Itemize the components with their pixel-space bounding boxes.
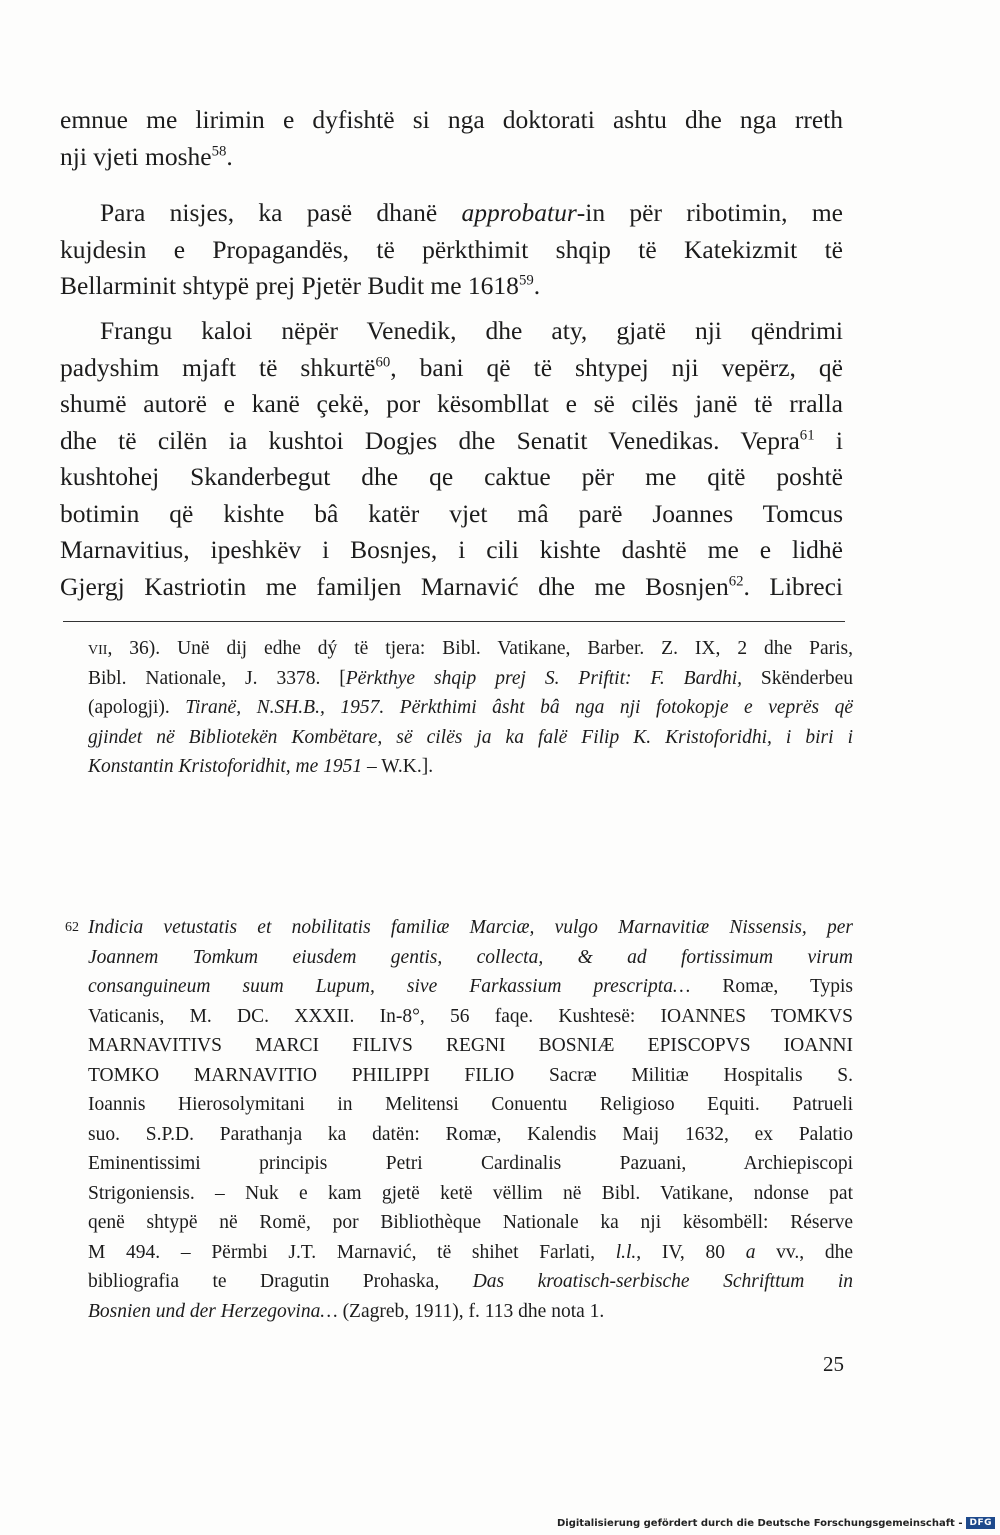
footnote-divider [63,621,845,622]
footnote-line: (apologji). Tiranë, N.SH.B., 1957. Përkthimi âsht bâ nga nji fotokopje e veprës që [88,697,853,718]
text-line: kushtohej Skanderbegut dhe qe caktue për me qitë poshtë [60,462,843,491]
footnote-line: gjindet në Bibliotekën Kombëtare, së cilës ja ka falë Filip K. Kristoforidhi, i biri i [88,726,853,748]
text-line: dhe të cilën ia kushtoi Dogjes dhe Senatit Venedikas. Vepra$^{61}$ i [60,425,843,455]
text-line: botimin që kishte bâ katër vjet mâ parë Joannes Tomcus [60,498,843,528]
footnote-line: Bibl. Nationale, J. 3378. [Përkthye shqip prej S. Priftit: F. Bardhi, Skënderbeu [88,667,853,689]
footnote-line: Konstantin Kristoforidhit, me 1951 – W.K.]. [88,756,434,777]
text-line: Frangu kaloi nëpër Venedik, dhe aty, gjatë nji qëndrimi [100,316,843,345]
text-line: emnue me lirimin e dyfishtë si nga doktorati ashtu dhe nga rreth [60,105,843,134]
footnote-ref[interactable]: 60 [375,354,391,370]
text-line: kujdesin e Propagandës, të përkthimit shqip të Katekizmit të [60,234,843,264]
footnote-continuation [88,634,853,782]
footnote-line: M 494. – Përmbi J.T. Marnavić, të shihet Farlati, l.l., IV, 80 a vv., dhe [88,1241,853,1263]
footnote-line: Ioannis Hierosolymitani in Melitensi Conuentu Religioso Equiti. Patrueli [88,1094,853,1115]
footnote-line: suo. S.P.D. Parathanja ka datën: Romæ, Kalendis Maij 1632, ex Palatio [88,1123,853,1145]
footnote-line: Strigoniensis. – Nuk e kam gjetë ketë vëllim në Bibl. Vatikane, ndonse pat [88,1182,853,1204]
paragraph-3 [60,313,843,605]
text-line: Bellarminit shtypë prej Pjetër Budit me 1618$^{59}$. [60,271,541,300]
text-line: shumë autorë e kanë çekë, por kësombllat e së cilës janë të rralla [60,389,843,418]
footnote-line: vii, 36). Unë dij edhe dý të tjera: Bibl. Vatikane, Barber. Z. IX, 2 dhe Paris, [88,638,853,659]
footnote-line: Eminentissimi principis Petri Cardinalis Pazuani, Archiepiscopi [88,1153,853,1174]
text-line: padyshim mjaft të shkurtë$^{60}$, bani që të shtypej nji vepërz, që [60,352,844,382]
footnote-line: Bosnien und der Herzegovina… (Zagreb, 1911), f. 113 dhe nota 1. [88,1300,605,1322]
footnote-line: qenë shtypë në Romë, por Bibliothèque Nationale ka nji kësombëll: Réserve [88,1212,853,1233]
credit-text: Digitalisierung gefördert durch die Deutsche Forschungsgemeinschaft - [556,1517,963,1529]
text-line: Gjergj Kastriotin me familjen Marnavić dhe me Bosnjen$^{62}$. Libreci [60,571,844,601]
paragraph-2 [60,195,843,305]
footnote-line: MARNAVITIVS MARCI FILIVS REGNI BOSNIÆ EPISCOPVS IOANNI [88,1035,853,1056]
footnote-line: Vaticanis, M. DC. XXXII. In-8°, 56 faqe. Kushtesë: IOANNES TOMKVS [88,1005,853,1027]
paragraph-1 [60,102,843,175]
footnote-number: 62 [65,920,79,935]
text-line: nji vjeti moshe$^{58}$. [60,141,233,171]
footnote-line: bibliografia te Dragutin Prohaska, Das kroatisch-serbische Schrifttum in [88,1271,853,1292]
dfg-logo-icon: DFG [966,1517,995,1529]
footnote-ref[interactable]: 61 [799,427,815,443]
footnote-ref[interactable]: 58 [211,143,227,159]
text-line: Para nisjes, ka pasë dhanë approbatur-in për ribotimin, me [100,198,843,227]
page-number: 25 [823,1352,844,1376]
footnote-ref[interactable]: 59 [518,272,534,289]
footnote-line: TOMKO MARNAVITIO PHILIPPI FILIO Sacræ Militiæ Hospitalis S. [88,1064,853,1086]
footnote-62 [88,913,853,1326]
footnote-line: Indicia vetustatis et nobilitatis familiæ Marciæ, vulgo Marnavitiæ Nissensis, per [88,917,853,938]
footnote-line: Joannem Tomkum eiusdem gentis, collecta, & ad fortissimum virum [88,946,853,968]
text-line: Marnavitius, ipeshkëv i Bosnjes, i cili kishte dashtë me e lidhë [60,535,843,564]
footnote-line: consanguineum suum Lupum, sive Farkassium prescripta… Romæ, Typis [88,976,854,997]
digitization-credit [557,1517,995,1529]
footnote-ref[interactable]: 62 [728,573,744,589]
